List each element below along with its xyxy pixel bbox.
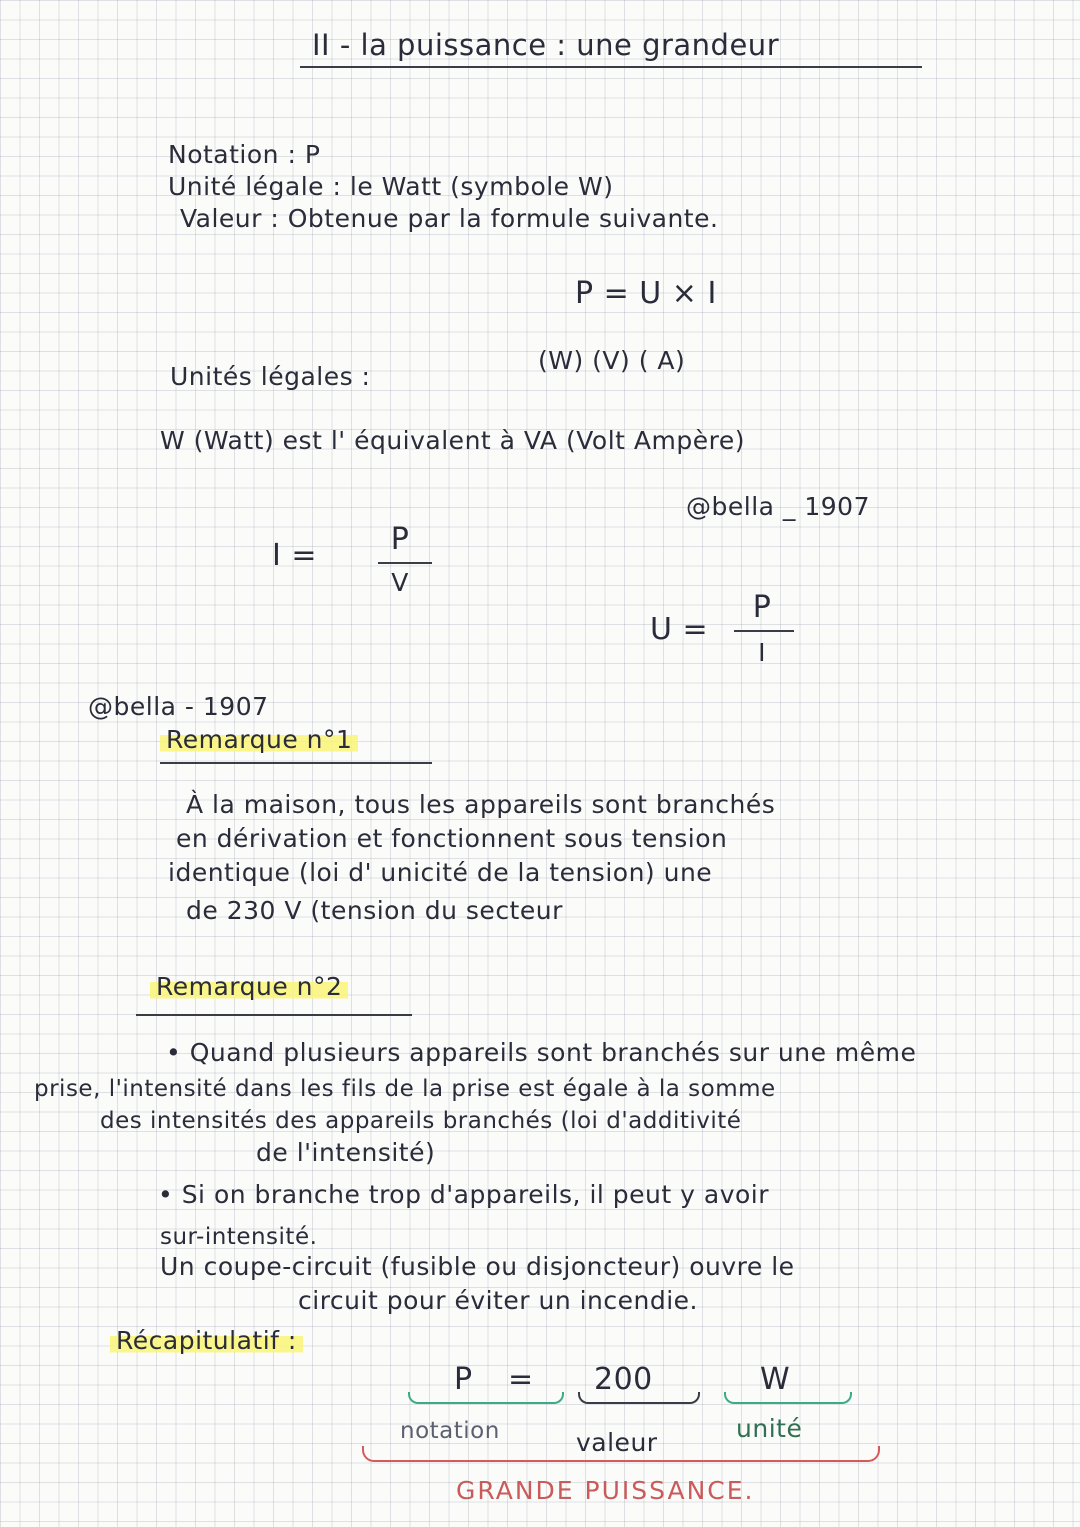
watermark-handle: @bella - 1907 — [88, 692, 269, 721]
grande-puissance-brace — [362, 1446, 880, 1462]
main-formula: P = U × I — [575, 276, 717, 311]
remark-2-line: des intensités des appareils branchés (loi d'additivité — [100, 1108, 742, 1134]
notation-line: Notation : P — [168, 140, 321, 169]
watermark-handle: @bella _ 1907 — [686, 492, 870, 521]
recap-value: 200 — [594, 1362, 653, 1397]
formula-i-denominator: V — [391, 568, 409, 597]
remark-2-heading: Remarque n°2 — [150, 972, 348, 1001]
equivalence-line: W (Watt) est l' équivalent à VA (Volt Ampère) — [160, 426, 745, 455]
recap-unit: W — [760, 1362, 791, 1397]
unit-line: Unité légale : le Watt (symbole W) — [168, 172, 614, 201]
remark-1-line: en dérivation et fonctionnent sous tension — [176, 824, 728, 853]
value-brace — [578, 1392, 700, 1404]
remark-2-line: de l'intensité) — [256, 1138, 436, 1167]
remark-1-underline — [160, 762, 432, 764]
remark-1-line: À la maison, tous les appareils sont branchés — [186, 790, 776, 819]
remark-1-line: de 230 V (tension du secteur — [186, 896, 563, 925]
title-underline — [300, 66, 922, 68]
remark-2-line: • Quand plusieurs appareils sont branchés sur une même — [166, 1038, 917, 1067]
remark-2-line: prise, l'intensité dans les fils de la prise est égale à la somme — [34, 1076, 776, 1102]
remark-2-line: Un coupe-circuit (fusible ou disjoncteur) ouvre le — [160, 1252, 795, 1281]
formula-u-fraction-bar — [734, 630, 794, 632]
page-title: II - la puissance : une grandeur — [312, 28, 780, 62]
recap-heading: Récapitulatif : — [110, 1326, 303, 1355]
formula-units: (W) (V) ( A) — [538, 346, 686, 375]
grande-puissance-label: GRANDE PUISSANCE. — [456, 1476, 755, 1505]
recap-value-label: valeur — [576, 1428, 658, 1457]
remark-1-line: identique (loi d' unicité de la tension) une — [168, 858, 713, 887]
recap-unit-label: unité — [736, 1414, 803, 1443]
unit-brace — [724, 1392, 852, 1404]
notation-brace — [408, 1392, 564, 1404]
formula-i-lhs: I = — [272, 538, 318, 573]
formula-u-numerator: P — [752, 590, 772, 625]
remark-2-underline — [136, 1014, 412, 1016]
formula-u-lhs: U = — [650, 612, 709, 647]
remark-2-line: circuit pour éviter un incendie. — [298, 1286, 699, 1315]
recap-notation-symbol: P — [454, 1362, 473, 1397]
formula-i-numerator: P — [390, 522, 410, 557]
recap-equals: = — [508, 1362, 534, 1397]
value-line: Valeur : Obtenue par la formule suivante. — [180, 204, 719, 233]
formula-i-fraction-bar — [378, 562, 432, 564]
recap-notation-label: notation — [400, 1418, 500, 1444]
remark-1-heading: Remarque n°1 — [160, 725, 358, 754]
formula-u-denominator: I — [758, 638, 766, 667]
remark-2-line: sur-intensité. — [160, 1224, 318, 1250]
remark-2-line: • Si on branche trop d'appareils, il peut y avoir — [158, 1180, 770, 1209]
units-label: Unités légales : — [170, 362, 371, 391]
